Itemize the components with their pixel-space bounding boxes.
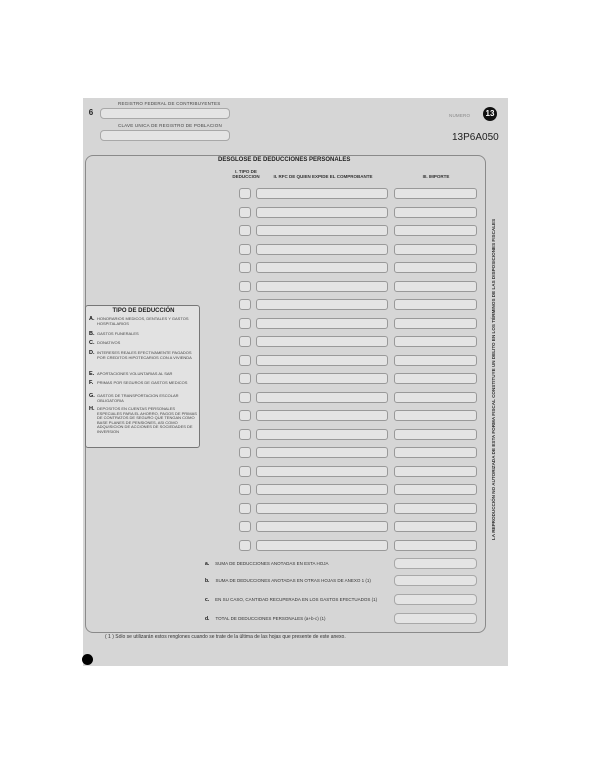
- amount-input[interactable]: [394, 373, 477, 384]
- deduction-type-input[interactable]: [239, 225, 251, 236]
- summary-b-input[interactable]: [394, 575, 477, 586]
- deduction-row: [0, 539, 590, 553]
- amount-input[interactable]: [394, 410, 477, 421]
- deduction-type-input[interactable]: [239, 281, 251, 292]
- rfc-input[interactable]: [100, 108, 230, 119]
- deduction-type-input[interactable]: [239, 429, 251, 440]
- deduction-type-input[interactable]: [239, 466, 251, 477]
- amount-input[interactable]: [394, 392, 477, 403]
- deduction-type-input[interactable]: [239, 503, 251, 514]
- legend-item: H. DEPOSITOS EN CUENTAS PERSONALES ESPECIALES PARA EL AHORRO, PAGOS DE PRIMAS DE CONTRATOS DE SEGURO QUE TENGAN COMO BASE PLANES DE PENSIONES, ASI COMO ADQUISICION DE ACCIONES DE SOCIEDADES DE INVERSION: [89, 406, 197, 434]
- deduction-type-input[interactable]: [239, 262, 251, 273]
- deduction-row: [0, 280, 590, 294]
- deduction-row: [0, 206, 590, 220]
- deduction-type-input[interactable]: [239, 410, 251, 421]
- summary-a-label: a. SUMA DE DEDUCCIONES ANOTADAS EN ESTA HOJA: [205, 561, 329, 567]
- legend-item: B. GASTOS FUNERALES: [89, 331, 139, 337]
- issuer-rfc-input[interactable]: [256, 336, 388, 347]
- footnote: ( 1 ) Sólo se utilizarán estos renglones cuando se trate de la última de las hojas que presente de este anexo.: [105, 634, 346, 640]
- deduction-row: [0, 224, 590, 238]
- col-header-tipo: I. TIPO DE DEDUCCION: [232, 169, 260, 179]
- issuer-rfc-input[interactable]: [256, 299, 388, 310]
- summary-a-input[interactable]: [394, 558, 477, 569]
- deduction-type-input[interactable]: [239, 336, 251, 347]
- legend-item: D. INTERESES REALES EFECTIVAMENTE PAGADOS POR CREDITOS HIPOTECARIOS CON A VIVIENDA: [89, 350, 192, 360]
- summary-d-input[interactable]: [394, 613, 477, 624]
- amount-input[interactable]: [394, 299, 477, 310]
- issuer-rfc-input[interactable]: [256, 355, 388, 366]
- deduction-type-input[interactable]: [239, 521, 251, 532]
- legend-item: C. DONATIVOS: [89, 340, 121, 346]
- amount-input[interactable]: [394, 447, 477, 458]
- summary-c-label: c. EN SU CASO, CANTIDAD RECUPERADA EN LOS GASTOS EFECTUADOS (1): [205, 597, 378, 603]
- rfc-label: REGISTRO FEDERAL DE CONTRIBUYENTES: [118, 101, 221, 106]
- deduction-type-input[interactable]: [239, 373, 251, 384]
- amount-input[interactable]: [394, 262, 477, 273]
- summary-b-label: b. SUMA DE DEDUCCIONES ANOTADAS EN OTRAS HOJAS DE ANEXO 1 (1): [205, 578, 371, 584]
- issuer-rfc-input[interactable]: [256, 503, 388, 514]
- issuer-rfc-input[interactable]: [256, 447, 388, 458]
- deduction-type-input[interactable]: [239, 299, 251, 310]
- form-code: 13P6A050: [452, 132, 499, 143]
- amount-input[interactable]: [394, 503, 477, 514]
- amount-input[interactable]: [394, 281, 477, 292]
- amount-input[interactable]: [394, 466, 477, 477]
- deduction-row: [0, 446, 590, 460]
- deduction-type-input[interactable]: [239, 392, 251, 403]
- deduction-row: [0, 520, 590, 534]
- amount-input[interactable]: [394, 355, 477, 366]
- amount-input[interactable]: [394, 225, 477, 236]
- section-title: DESGLOSE DE DEDUCCIONES PERSONALES: [218, 157, 351, 163]
- amount-input[interactable]: [394, 484, 477, 495]
- deduction-row: [0, 502, 590, 516]
- issuer-rfc-input[interactable]: [256, 188, 388, 199]
- issuer-rfc-input[interactable]: [256, 392, 388, 403]
- issuer-rfc-input[interactable]: [256, 318, 388, 329]
- issuer-rfc-input[interactable]: [256, 429, 388, 440]
- summary-d-label: d. TOTAL DE DEDUCCIONES PERSONALES (a+b-c) (1): [205, 616, 326, 622]
- deduction-row: [0, 483, 590, 497]
- issuer-rfc-input[interactable]: [256, 207, 388, 218]
- amount-input[interactable]: [394, 318, 477, 329]
- deduction-row: [0, 187, 590, 201]
- deduction-row: [0, 243, 590, 257]
- deduction-row: [0, 261, 590, 275]
- legend-item: F. PRIMAS POR SEGUROS DE GASTOS MEDICOS: [89, 380, 188, 386]
- deduction-type-input[interactable]: [239, 540, 251, 551]
- amount-input[interactable]: [394, 244, 477, 255]
- amount-input[interactable]: [394, 540, 477, 551]
- legend-item: E. APORTACIONES VOLUNTARIAS AL SAR: [89, 371, 173, 377]
- legend-title: TIPO DE DEDUCCIÓN: [112, 308, 175, 314]
- deduction-type-input[interactable]: [239, 188, 251, 199]
- deduction-type-input[interactable]: [239, 484, 251, 495]
- amount-input[interactable]: [394, 521, 477, 532]
- page-number: 6: [88, 108, 94, 117]
- legal-notice-vertical: LA REPRODUCCIÓN NO AUTORIZADA DE ESTA FORMA FISCAL CONSTITUYE UN DELITO EN LOS TÉRMINOS DE LAS DISPOSICIONES FISCALES: [491, 218, 496, 540]
- legend-item: G. GASTOS DE TRANSPORTACION ESCOLAR OBLIGATORIA: [89, 393, 179, 403]
- deduction-type-input[interactable]: [239, 447, 251, 458]
- deduction-row: [0, 465, 590, 479]
- amount-input[interactable]: [394, 188, 477, 199]
- deduction-type-input[interactable]: [239, 207, 251, 218]
- deduction-type-input[interactable]: [239, 355, 251, 366]
- deduction-type-input[interactable]: [239, 244, 251, 255]
- issuer-rfc-input[interactable]: [256, 540, 388, 551]
- amount-input[interactable]: [394, 429, 477, 440]
- deduction-type-legend: [85, 305, 200, 448]
- page-badge: 13: [483, 107, 497, 121]
- col-header-importe: III. IMPORTE: [422, 174, 450, 179]
- issuer-rfc-input[interactable]: [256, 466, 388, 477]
- registration-mark: [82, 654, 93, 665]
- amount-input[interactable]: [394, 207, 477, 218]
- col-header-rfc: II. RFC DE QUIEN EXPIDE EL COMPROBANTE: [273, 174, 373, 179]
- curp-label: CLAVE UNICA DE REGISTRO DE POBLACION: [118, 123, 222, 128]
- issuer-rfc-input[interactable]: [256, 281, 388, 292]
- issuer-rfc-input[interactable]: [256, 410, 388, 421]
- summary-c-input[interactable]: [394, 594, 477, 605]
- issuer-rfc-input[interactable]: [256, 373, 388, 384]
- deduction-type-input[interactable]: [239, 318, 251, 329]
- curp-input[interactable]: [100, 130, 230, 141]
- issuer-rfc-input[interactable]: [256, 262, 388, 273]
- issuer-rfc-input[interactable]: [256, 244, 388, 255]
- amount-input[interactable]: [394, 336, 477, 347]
- folio-label: NUMERO: [449, 113, 471, 118]
- issuer-rfc-input[interactable]: [256, 484, 388, 495]
- issuer-rfc-input[interactable]: [256, 521, 388, 532]
- legend-item: A. HONORARIOS MEDICOS, DENTALES Y GASTOS HOSPITALARIOS: [89, 316, 189, 326]
- issuer-rfc-input[interactable]: [256, 225, 388, 236]
